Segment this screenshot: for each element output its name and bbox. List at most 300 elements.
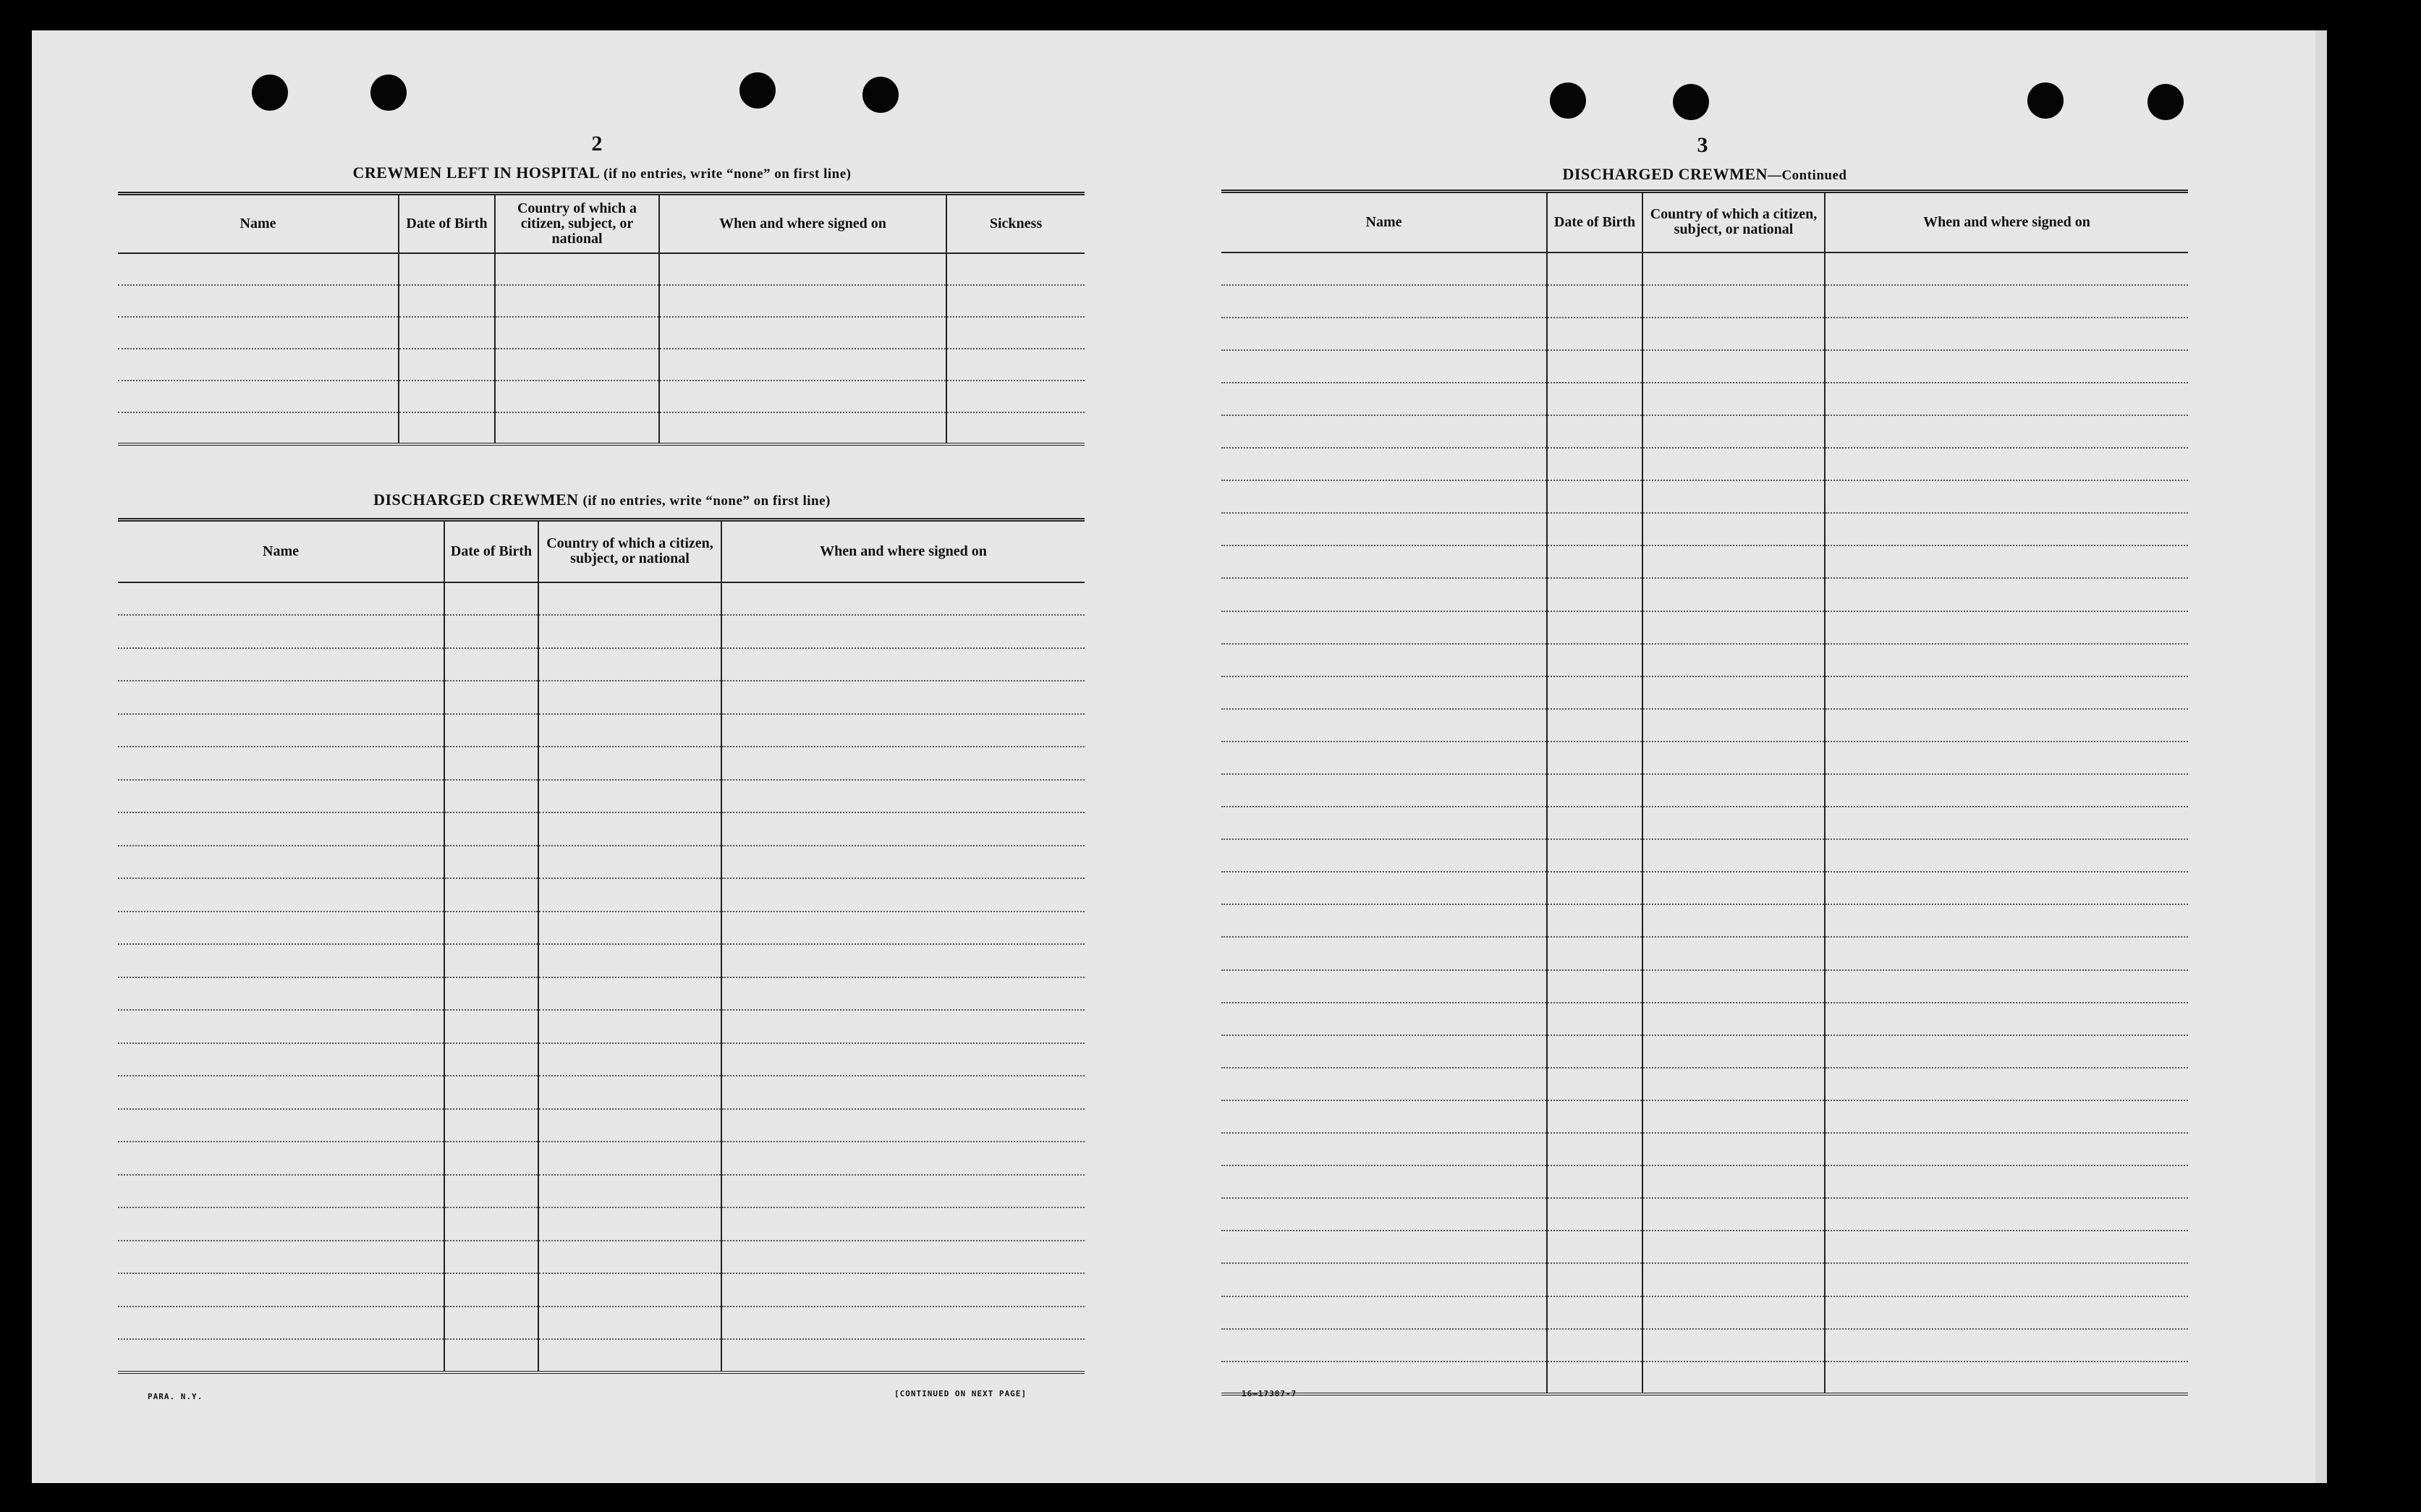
cell-country[interactable]	[1642, 415, 1825, 448]
table-row	[1221, 350, 2188, 383]
cell-name[interactable]	[118, 1175, 444, 1208]
cell-date-of-birth[interactable]	[444, 1043, 538, 1076]
cell-date-of-birth[interactable]	[444, 780, 538, 813]
column-header-when-where-signed-on: When and where signed on	[1825, 192, 2188, 252]
cell-name[interactable]	[118, 1339, 444, 1372]
cell-country[interactable]	[1642, 742, 1825, 774]
cell-date-of-birth[interactable]	[399, 253, 495, 285]
cell-date-of-birth[interactable]	[1547, 644, 1642, 676]
cell-country[interactable]	[538, 977, 721, 1011]
cell-name[interactable]	[1221, 709, 1547, 742]
cell-country[interactable]	[495, 349, 659, 381]
cell-signed-on[interactable]	[1825, 1263, 2188, 1296]
section-title-text: CREWMEN LEFT IN HOSPITAL	[352, 163, 600, 182]
cell-name[interactable]	[118, 1307, 444, 1340]
cell-country[interactable]	[538, 878, 721, 912]
cell-date-of-birth[interactable]	[1547, 1362, 1642, 1394]
cell-date-of-birth[interactable]	[1547, 872, 1642, 904]
cell-sickness[interactable]	[946, 253, 1085, 285]
cell-name[interactable]	[118, 1241, 444, 1274]
table-row	[118, 381, 1085, 412]
cell-name[interactable]	[118, 977, 444, 1011]
cell-name[interactable]	[1221, 1133, 1547, 1165]
cell-date-of-birth[interactable]	[1547, 611, 1642, 644]
table-row	[1221, 904, 2188, 937]
cell-signed-on[interactable]	[721, 681, 1085, 714]
cell-date-of-birth[interactable]	[444, 1175, 538, 1208]
cell-signed-on[interactable]	[1825, 1133, 2188, 1165]
cell-country[interactable]	[495, 285, 659, 317]
cell-country[interactable]	[1642, 904, 1825, 937]
table-row	[1221, 415, 2188, 448]
table-row	[1221, 709, 2188, 742]
cell-name[interactable]	[1221, 448, 1547, 480]
form-number: 16—17387-7	[1242, 1389, 1297, 1398]
cell-signed-on[interactable]	[659, 317, 946, 349]
cell-name[interactable]	[118, 1076, 444, 1109]
cell-name[interactable]	[1221, 1329, 1547, 1362]
table-row	[118, 412, 1085, 444]
cell-country[interactable]	[1642, 350, 1825, 383]
cell-name[interactable]	[118, 381, 399, 412]
cell-signed-on[interactable]	[1825, 252, 2188, 285]
cell-country[interactable]	[1642, 480, 1825, 513]
cell-signed-on[interactable]	[721, 977, 1085, 1011]
section-title-note: (if no entries, write “none” on first line)	[582, 493, 831, 509]
cell-country[interactable]	[1642, 252, 1825, 285]
cell-country[interactable]	[538, 912, 721, 945]
cell-name[interactable]	[1221, 1231, 1547, 1263]
cell-sickness[interactable]	[946, 412, 1085, 444]
cell-signed-on[interactable]	[1825, 578, 2188, 611]
cell-signed-on[interactable]	[721, 846, 1085, 879]
cell-date-of-birth[interactable]	[399, 349, 495, 381]
cell-date-of-birth[interactable]	[444, 747, 538, 780]
cell-country[interactable]	[1642, 611, 1825, 644]
cell-signed-on[interactable]	[721, 812, 1085, 846]
cell-name[interactable]	[1221, 383, 1547, 415]
cell-signed-on[interactable]	[721, 1142, 1085, 1175]
cell-date-of-birth[interactable]	[399, 285, 495, 317]
cell-signed-on[interactable]	[721, 1043, 1085, 1076]
punch-hole	[2147, 84, 2184, 120]
cell-country[interactable]	[538, 1307, 721, 1340]
cell-signed-on[interactable]	[1825, 480, 2188, 513]
cell-date-of-birth[interactable]	[1547, 318, 1642, 350]
cell-signed-on[interactable]	[659, 285, 946, 317]
cell-signed-on[interactable]	[1825, 285, 2188, 318]
cell-date-of-birth[interactable]	[1547, 383, 1642, 415]
cell-country[interactable]	[1642, 709, 1825, 742]
cell-name[interactable]	[118, 648, 444, 681]
table-row	[1221, 807, 2188, 839]
table-row	[1221, 937, 2188, 969]
cell-date-of-birth[interactable]	[1547, 1263, 1642, 1296]
cell-name[interactable]	[1221, 742, 1547, 774]
cell-name[interactable]	[118, 285, 399, 317]
cell-name[interactable]	[1221, 872, 1547, 904]
cell-signed-on[interactable]	[659, 412, 946, 444]
cell-signed-on[interactable]	[1825, 448, 2188, 480]
cell-date-of-birth[interactable]	[444, 1010, 538, 1043]
cell-date-of-birth[interactable]	[1547, 1100, 1642, 1133]
cell-name[interactable]	[1221, 1003, 1547, 1035]
cell-country[interactable]	[1642, 1003, 1825, 1035]
cell-country[interactable]	[538, 681, 721, 714]
cell-date-of-birth[interactable]	[444, 1207, 538, 1241]
cell-signed-on[interactable]	[721, 1307, 1085, 1340]
cell-name[interactable]	[118, 714, 444, 747]
cell-signed-on[interactable]	[721, 1010, 1085, 1043]
cell-sickness[interactable]	[946, 349, 1085, 381]
cell-signed-on[interactable]	[1825, 970, 2188, 1003]
cell-signed-on[interactable]	[721, 648, 1085, 681]
table-row	[118, 1307, 1085, 1340]
cell-date-of-birth[interactable]	[1547, 1035, 1642, 1068]
cell-country[interactable]	[538, 812, 721, 846]
cell-date-of-birth[interactable]	[1547, 742, 1642, 774]
cell-date-of-birth[interactable]	[399, 412, 495, 444]
cell-signed-on[interactable]	[1825, 1068, 2188, 1100]
cell-signed-on[interactable]	[1825, 839, 2188, 872]
cell-name[interactable]	[118, 1142, 444, 1175]
cell-date-of-birth[interactable]	[444, 1307, 538, 1340]
cell-date-of-birth[interactable]	[1547, 350, 1642, 383]
cell-signed-on[interactable]	[659, 381, 946, 412]
cell-country[interactable]	[538, 1339, 721, 1372]
cell-signed-on[interactable]	[659, 349, 946, 381]
cell-country[interactable]	[1642, 383, 1825, 415]
cell-date-of-birth[interactable]	[1547, 774, 1642, 807]
cell-country[interactable]	[1642, 644, 1825, 676]
table-row	[118, 912, 1085, 945]
cell-signed-on[interactable]	[1825, 1198, 2188, 1231]
cell-signed-on[interactable]	[1825, 644, 2188, 676]
cell-signed-on[interactable]	[1825, 1329, 2188, 1362]
cell-country[interactable]	[538, 944, 721, 977]
cell-country[interactable]	[1642, 1068, 1825, 1100]
cell-signed-on[interactable]	[721, 912, 1085, 945]
cell-date-of-birth[interactable]	[399, 317, 495, 349]
punch-hole	[2027, 82, 2064, 119]
cell-country[interactable]	[538, 747, 721, 780]
cell-name[interactable]	[118, 812, 444, 846]
cell-name[interactable]	[1221, 480, 1547, 513]
cell-date-of-birth[interactable]	[1547, 807, 1642, 839]
table-row	[118, 582, 1085, 616]
cell-signed-on[interactable]	[721, 1207, 1085, 1241]
cell-date-of-birth[interactable]	[399, 381, 495, 412]
cell-date-of-birth[interactable]	[1547, 1329, 1642, 1362]
cell-signed-on[interactable]	[1825, 1100, 2188, 1133]
cell-country[interactable]	[1642, 1133, 1825, 1165]
cell-date-of-birth[interactable]	[444, 582, 538, 616]
cell-signed-on[interactable]	[721, 780, 1085, 813]
cell-country[interactable]	[1642, 1231, 1825, 1263]
table-row	[118, 1175, 1085, 1208]
cell-country[interactable]	[538, 714, 721, 747]
cell-sickness[interactable]	[946, 381, 1085, 412]
cell-signed-on[interactable]	[1825, 807, 2188, 839]
cell-name[interactable]	[118, 412, 399, 444]
cell-date-of-birth[interactable]	[444, 846, 538, 879]
cell-signed-on[interactable]	[1825, 611, 2188, 644]
cell-name[interactable]	[1221, 839, 1547, 872]
cell-date-of-birth[interactable]	[1547, 1165, 1642, 1198]
cell-date-of-birth[interactable]	[1547, 1198, 1642, 1231]
cell-sickness[interactable]	[946, 317, 1085, 349]
cell-date-of-birth[interactable]	[444, 1109, 538, 1142]
cell-country[interactable]	[1642, 1035, 1825, 1068]
cell-name[interactable]	[1221, 1035, 1547, 1068]
cell-name[interactable]	[1221, 937, 1547, 969]
cell-country[interactable]	[538, 1142, 721, 1175]
table-row	[118, 878, 1085, 912]
cell-signed-on[interactable]	[1825, 1003, 2188, 1035]
cell-country[interactable]	[538, 1175, 721, 1208]
cell-signed-on[interactable]	[721, 1339, 1085, 1372]
cell-country[interactable]	[1642, 1198, 1825, 1231]
cell-signed-on[interactable]	[1825, 415, 2188, 448]
cell-country[interactable]	[1642, 1362, 1825, 1394]
cell-date-of-birth[interactable]	[444, 1273, 538, 1307]
cell-name[interactable]	[1221, 1296, 1547, 1329]
cell-date-of-birth[interactable]	[444, 714, 538, 747]
cell-signed-on[interactable]	[1825, 937, 2188, 969]
cell-name[interactable]	[118, 615, 444, 648]
cell-name[interactable]	[118, 1273, 444, 1307]
cell-signed-on[interactable]	[721, 747, 1085, 780]
column-header-date-of-birth: Date of Birth	[1547, 192, 1642, 252]
cell-name[interactable]	[1221, 904, 1547, 937]
cell-name[interactable]	[118, 253, 399, 285]
cell-date-of-birth[interactable]	[1547, 285, 1642, 318]
cell-signed-on[interactable]	[1825, 383, 2188, 415]
cell-date-of-birth[interactable]	[1547, 578, 1642, 611]
cell-name[interactable]	[1221, 1068, 1547, 1100]
cell-country[interactable]	[1642, 1296, 1825, 1329]
cell-signed-on[interactable]	[721, 878, 1085, 912]
cell-country[interactable]	[1642, 774, 1825, 807]
cell-date-of-birth[interactable]	[1547, 252, 1642, 285]
table-row	[118, 317, 1085, 349]
cell-date-of-birth[interactable]	[1547, 448, 1642, 480]
cell-country[interactable]	[495, 253, 659, 285]
cell-signed-on[interactable]	[659, 253, 946, 285]
cell-country[interactable]	[1642, 1263, 1825, 1296]
cell-signed-on[interactable]	[721, 615, 1085, 648]
cell-signed-on[interactable]	[1825, 1296, 2188, 1329]
cell-name[interactable]	[118, 747, 444, 780]
cell-country[interactable]	[538, 1076, 721, 1109]
table-row	[118, 253, 1085, 285]
cell-name[interactable]	[118, 349, 399, 381]
cell-signed-on[interactable]	[721, 1109, 1085, 1142]
cell-signed-on[interactable]	[1825, 1231, 2188, 1263]
cell-country[interactable]	[1642, 872, 1825, 904]
cell-date-of-birth[interactable]	[1547, 1231, 1642, 1263]
cell-country[interactable]	[538, 1043, 721, 1076]
cell-country[interactable]	[1642, 1165, 1825, 1198]
cell-signed-on[interactable]	[721, 714, 1085, 747]
cell-name[interactable]	[118, 1043, 444, 1076]
cell-name[interactable]	[1221, 578, 1547, 611]
cell-name[interactable]	[118, 681, 444, 714]
column-header-when-where-signed-on: When and where signed on	[721, 520, 1085, 582]
cell-name[interactable]	[1221, 611, 1547, 644]
cell-date-of-birth[interactable]	[444, 1076, 538, 1109]
cell-signed-on[interactable]	[721, 1076, 1085, 1109]
cell-country[interactable]	[495, 381, 659, 412]
table-row	[1221, 1068, 2188, 1100]
table-row	[1221, 611, 2188, 644]
cell-signed-on[interactable]	[1825, 709, 2188, 742]
discharged-crewmen-continued-table	[1221, 190, 2188, 1396]
cell-country[interactable]	[1642, 1329, 1825, 1362]
cell-name[interactable]	[1221, 970, 1547, 1003]
cell-date-of-birth[interactable]	[1547, 1133, 1642, 1165]
cell-sickness[interactable]	[946, 285, 1085, 317]
section-title-text: DISCHARGED CREWMEN	[373, 490, 579, 509]
cell-date-of-birth[interactable]	[444, 681, 538, 714]
cell-country[interactable]	[1642, 676, 1825, 709]
cell-name[interactable]	[1221, 285, 1547, 318]
cell-signed-on[interactable]	[721, 1175, 1085, 1208]
table-row	[1221, 644, 2188, 676]
cell-country[interactable]	[538, 582, 721, 616]
cell-country[interactable]	[538, 1241, 721, 1274]
cell-date-of-birth[interactable]	[1547, 513, 1642, 545]
cell-signed-on[interactable]	[1825, 742, 2188, 774]
cell-country[interactable]	[1642, 578, 1825, 611]
cell-signed-on[interactable]	[1825, 1165, 2188, 1198]
cell-country[interactable]	[495, 317, 659, 349]
cell-country[interactable]	[538, 648, 721, 681]
cell-date-of-birth[interactable]	[444, 878, 538, 912]
cell-date-of-birth[interactable]	[1547, 1296, 1642, 1329]
cell-country[interactable]	[538, 1273, 721, 1307]
cell-country[interactable]	[538, 780, 721, 813]
cell-signed-on[interactable]	[721, 1241, 1085, 1274]
cell-country[interactable]	[538, 1010, 721, 1043]
cell-date-of-birth[interactable]	[1547, 709, 1642, 742]
cell-signed-on[interactable]	[1825, 1362, 2188, 1394]
cell-name[interactable]	[118, 317, 399, 349]
cell-date-of-birth[interactable]	[444, 912, 538, 945]
cell-date-of-birth[interactable]	[444, 944, 538, 977]
cell-name[interactable]	[1221, 415, 1547, 448]
cell-date-of-birth[interactable]	[1547, 839, 1642, 872]
cell-name[interactable]	[1221, 545, 1547, 578]
cell-date-of-birth[interactable]	[444, 615, 538, 648]
cell-signed-on[interactable]	[721, 1273, 1085, 1307]
cell-signed-on[interactable]	[1825, 774, 2188, 807]
cell-date-of-birth[interactable]	[1547, 545, 1642, 578]
table-row	[118, 1142, 1085, 1175]
cell-country[interactable]	[538, 615, 721, 648]
cell-name[interactable]	[1221, 676, 1547, 709]
cell-name[interactable]	[1221, 350, 1547, 383]
cell-name[interactable]	[118, 878, 444, 912]
cell-name[interactable]	[1221, 774, 1547, 807]
cell-name[interactable]	[118, 582, 444, 616]
cell-date-of-birth[interactable]	[444, 812, 538, 846]
cell-country[interactable]	[538, 1207, 721, 1241]
cell-country[interactable]	[1642, 513, 1825, 545]
cell-name[interactable]	[1221, 513, 1547, 545]
table-row	[1221, 448, 2188, 480]
cell-date-of-birth[interactable]	[444, 648, 538, 681]
paper-edge	[2315, 30, 2327, 1483]
cell-name[interactable]	[118, 1207, 444, 1241]
cell-country[interactable]	[1642, 545, 1825, 578]
cell-name[interactable]	[118, 780, 444, 813]
cell-date-of-birth[interactable]	[1547, 970, 1642, 1003]
cell-date-of-birth[interactable]	[1547, 676, 1642, 709]
cell-name[interactable]	[118, 944, 444, 977]
cell-signed-on[interactable]	[721, 582, 1085, 616]
cell-date-of-birth[interactable]	[1547, 1068, 1642, 1100]
cell-name[interactable]	[118, 1109, 444, 1142]
cell-name[interactable]	[1221, 807, 1547, 839]
cell-date-of-birth[interactable]	[444, 1142, 538, 1175]
cell-signed-on[interactable]	[1825, 513, 2188, 545]
cell-name[interactable]	[1221, 1100, 1547, 1133]
cell-date-of-birth[interactable]	[1547, 415, 1642, 448]
cell-name[interactable]	[1221, 1263, 1547, 1296]
punch-hole	[370, 75, 407, 111]
cell-country[interactable]	[1642, 807, 1825, 839]
cell-date-of-birth[interactable]	[1547, 1003, 1642, 1035]
cell-date-of-birth[interactable]	[444, 977, 538, 1011]
cell-signed-on[interactable]	[1825, 1035, 2188, 1068]
cell-name[interactable]	[1221, 1165, 1547, 1198]
cell-name[interactable]	[1221, 1198, 1547, 1231]
cell-country[interactable]	[538, 1109, 721, 1142]
column-header-country: Country of which a citizen, subject, or national	[1642, 192, 1825, 252]
cell-country[interactable]	[1642, 448, 1825, 480]
cell-country[interactable]	[495, 412, 659, 444]
cell-name[interactable]	[1221, 644, 1547, 676]
cell-signed-on[interactable]	[1825, 545, 2188, 578]
cell-name[interactable]	[118, 846, 444, 879]
cell-name[interactable]	[118, 1010, 444, 1043]
table-row	[118, 846, 1085, 879]
cell-signed-on[interactable]	[1825, 318, 2188, 350]
cell-date-of-birth[interactable]	[1547, 904, 1642, 937]
cell-country[interactable]	[1642, 839, 1825, 872]
cell-signed-on[interactable]	[1825, 904, 2188, 937]
table-row	[118, 780, 1085, 813]
cell-country[interactable]	[1642, 1100, 1825, 1133]
cell-date-of-birth[interactable]	[444, 1241, 538, 1274]
cell-country[interactable]	[1642, 970, 1825, 1003]
cell-country[interactable]	[538, 846, 721, 879]
cell-country[interactable]	[1642, 937, 1825, 969]
cell-signed-on[interactable]	[1825, 676, 2188, 709]
cell-signed-on[interactable]	[721, 944, 1085, 977]
cell-name[interactable]	[118, 912, 444, 945]
cell-signed-on[interactable]	[1825, 872, 2188, 904]
cell-date-of-birth[interactable]	[1547, 937, 1642, 969]
cell-name[interactable]	[1221, 252, 1547, 285]
cell-name[interactable]	[1221, 318, 1547, 350]
cell-signed-on[interactable]	[1825, 350, 2188, 383]
cell-country[interactable]	[1642, 285, 1825, 318]
cell-date-of-birth[interactable]	[1547, 480, 1642, 513]
cell-date-of-birth[interactable]	[444, 1339, 538, 1372]
cell-country[interactable]	[1642, 318, 1825, 350]
